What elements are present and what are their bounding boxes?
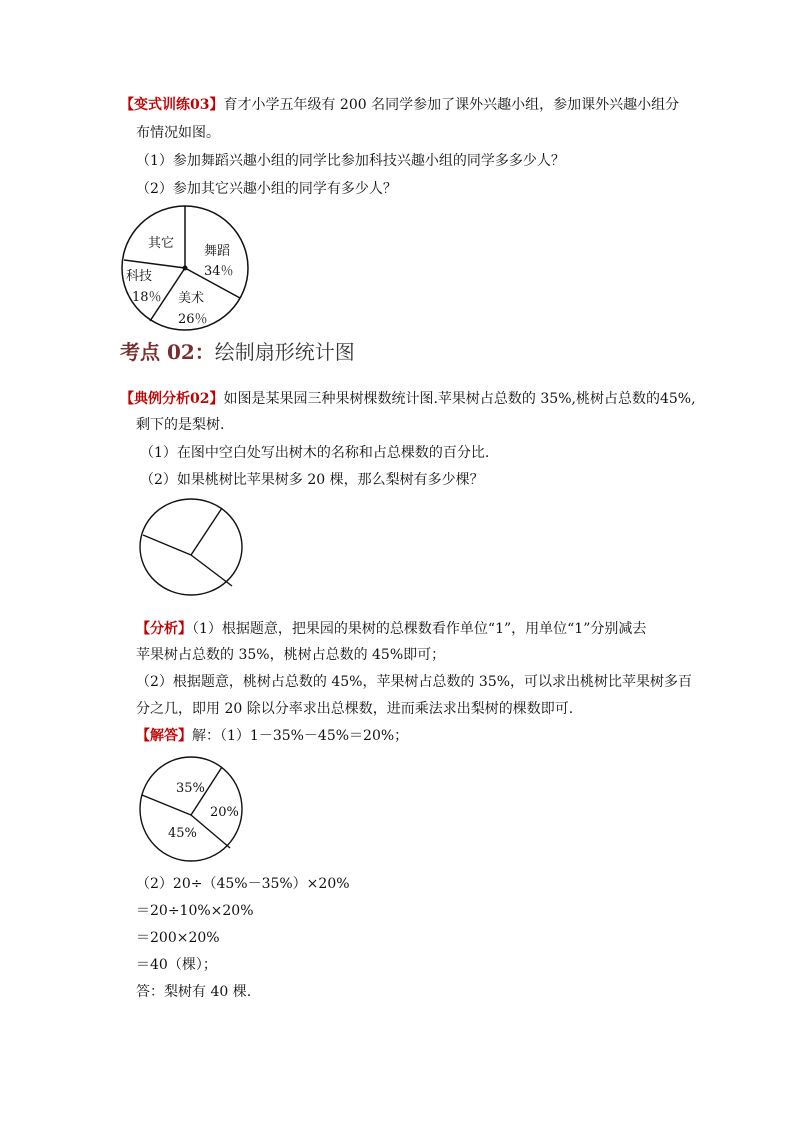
analysis-line-3: （2）根据题意，桃树占总数的 45%，苹果树占总数的 35%，可以求出桃树比苹果树多百 <box>136 674 693 690</box>
analysis-line-4: 分之几，即用 20 除以分率求出总棵数，进而乘法求出梨树的棵数即可. <box>136 701 574 717</box>
pie-divider-tech-other <box>124 260 185 268</box>
analysis-line-1 <box>136 620 646 638</box>
pie-label-dance-pct: 34％ <box>204 264 234 279</box>
pie-label-other: 其它 <box>148 236 175 251</box>
example-tag: 【典例分析02】 <box>120 391 224 407</box>
orchard-answer-pie-chart <box>138 755 248 863</box>
example-line-2: 剩下的是梨树. <box>136 417 225 433</box>
interest-group-pie-chart <box>120 205 252 331</box>
analysis-text-1: （1）根据题意，把果园的果树的总棵数看作单位“1”，用单位“1”分别减去 <box>192 621 647 637</box>
pie-outline <box>140 499 242 595</box>
solution-step-3: ＝200×20% <box>136 930 220 946</box>
solution-step-2: ＝20÷10%×20% <box>136 903 254 919</box>
solution-step-4: ＝40（棵）； <box>136 957 217 973</box>
pie-label-20: 20% <box>210 805 239 820</box>
exercise-question-2: （2）参加其它兴趣小组的同学有多少人？ <box>136 181 397 197</box>
pie-label-art: 美术 <box>178 291 205 306</box>
exercise-question-1: （1）参加舞蹈兴趣小组的同学比参加科技兴趣小组的同学多多少人？ <box>136 153 565 169</box>
example-question-2: （2）如果桃树比苹果树多 20 棵，那么梨树有多少棵？ <box>140 472 484 488</box>
pie-divider-left <box>143 535 191 555</box>
pie-center-dot <box>183 266 188 271</box>
example-text-1: 如图是某果园三种果树棵数统计图.苹果树占总数的 35%,桃树占总数的45%, <box>223 391 696 407</box>
pie-divider-bottom-right <box>191 555 232 586</box>
example-question-1: （1）在图中空白处写出树木的名称和占总棵数的百分比. <box>140 445 490 461</box>
pie-label-tech-pct: 18％ <box>132 290 162 305</box>
pie-divider-left <box>142 795 191 815</box>
solution-conclusion: 答：梨树有 40 棵. <box>136 984 252 1000</box>
exercise-line-1 <box>120 96 679 114</box>
section-title: 绘制扇形统计图 <box>214 340 355 364</box>
section-heading <box>120 339 355 365</box>
answer-tag: 【解答】 <box>136 728 192 744</box>
pie-label-35: 35% <box>176 781 205 796</box>
analysis-tag: 【分析】 <box>136 621 192 637</box>
pie-label-dance: 舞蹈 <box>204 244 231 259</box>
exercise-line-2: 布情况如图。 <box>136 125 220 141</box>
pie-label-art-pct: 26％ <box>178 312 208 327</box>
pie-label-45: 45% <box>168 826 197 841</box>
analysis-line-2: 苹果树占总数的 35%，桃树占总数的 45%即可； <box>136 647 446 663</box>
example-line-1 <box>120 390 696 408</box>
section-number: 考点 02： <box>120 340 215 364</box>
pie-divider-top-right <box>191 508 222 555</box>
pie-label-tech: 科技 <box>126 269 153 284</box>
exercise-tag: 【变式训练03】 <box>120 97 224 113</box>
solution-step-1: （2）20÷（45%－35%）×20% <box>136 876 350 892</box>
orchard-blank-pie-chart <box>138 498 248 598</box>
answer-text-1: 解：（1）1－35%－45%＝20%； <box>192 728 409 744</box>
answer-line-1 <box>136 727 408 745</box>
exercise-text-1: 育才小学五年级有 200 名同学参加了课外兴趣小组，参加课外兴趣小组分 <box>223 97 680 113</box>
